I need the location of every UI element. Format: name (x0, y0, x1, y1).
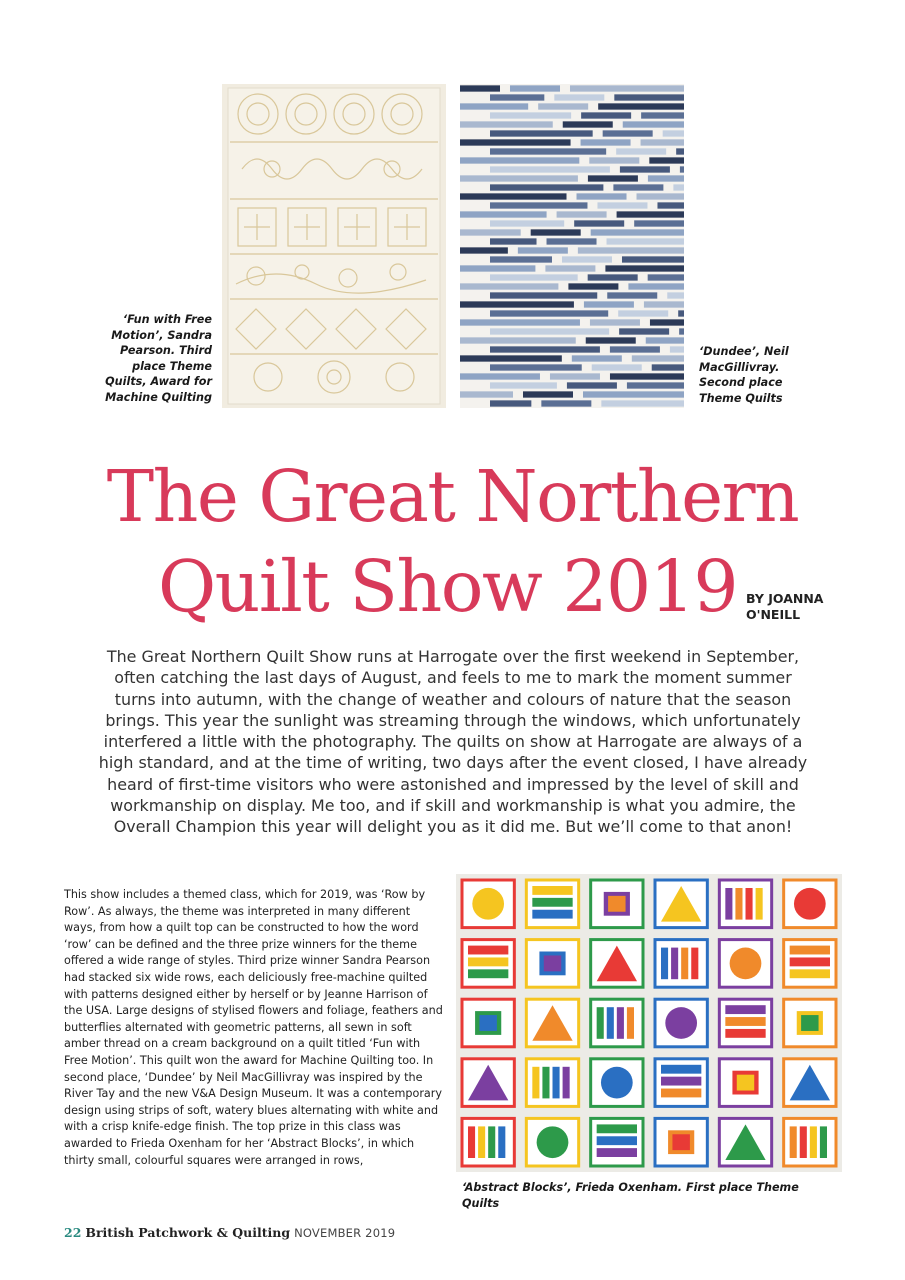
magazine-name: British Patchwork & Quilting (85, 1225, 291, 1240)
page-number: 22 (64, 1225, 82, 1240)
quilt-abstract-blocks-image (456, 874, 842, 1172)
article-title-line-1: The Great Northern (106, 455, 799, 538)
article-title-line-2: Quilt Show 2019 (157, 545, 738, 628)
page-footer (64, 1225, 464, 1240)
article-body: This show includes a themed class, which for 2019, was ‘Row by Row’. As always, the theme was interpreted in many different ways, from how a quilt top can be constructed to how the word ‘row’ can be defined and the three prize winners for the theme offered a wide range of styles. Third prize winner Sandra Pearson had stacked six wide rows, each deliciously free-machine quilted with patterns designed either by herself or by Jeanne Harrison of the USA. Large designs of stylised flowers and foliage, feathers and butterflies alternated with geometric patterns, all sewn in soft amber thread on a cream background on a quilt titled ‘Fun with Free Motion’. This quilt won the award for Machine Quilting too. In second place, ‘Dundee’ by Neil MacGillivray was inspired by the River Tay and the new V&A Design Museum. It was a contemporary design using strips of soft, watery blues alternating with white and with a crisp knife-edge finish. The top prize in this class was awarded to Frieda Oxenham for her ‘Abstract Blocks’, in which thirty small, colourful squares were arranged in rows, (64, 888, 443, 1167)
quilt-blue-strips-image (460, 84, 684, 408)
article-byline: BY JOANNA O'NEILL (746, 591, 824, 622)
photo-caption-dundee: ‘Dundee’, Neil MacGillivray. Second place Theme Quilts (699, 345, 789, 405)
photo-caption-abstract-blocks: ‘Abstract Blocks’, Frieda Oxenham. First place Theme Quilts (462, 1181, 799, 1210)
quilt-photo-dundee (460, 84, 684, 408)
quilt-photo-abstract-blocks (456, 874, 842, 1172)
article-intro: The Great Northern Quilt Show runs at Harrogate over the first weekend in September, often catching the last days of August, and feels to me to mark the moment summer turns into autumn, with the change of weather and colours of nature that the season brings. This year the sunlight was streaming through the windows, which unfortunately interfered a little with the photography. The quilts on show at Harrogate are always of a high standard, and at the time of writing, two days after the event closed, I have already heard of first-time visitors who were astonished and impressed by the level of skill and workmanship on display. Me too, and if skill and workmanship is what you admire, the Overall Champion this year will delight you as it did me. But we’ll come to that anon! (98, 647, 808, 837)
issue-date: NOVEMBER 2019 (294, 1226, 396, 1240)
photo-caption-fun-with-free-motion: ‘Fun with Free Motion’, Sandra Pearson. Third place Theme Quilts, Award for Machine Quilting (105, 313, 212, 404)
quilt-cream-rows-image (222, 84, 446, 408)
quilt-photo-fun-with-free-motion (222, 84, 446, 408)
